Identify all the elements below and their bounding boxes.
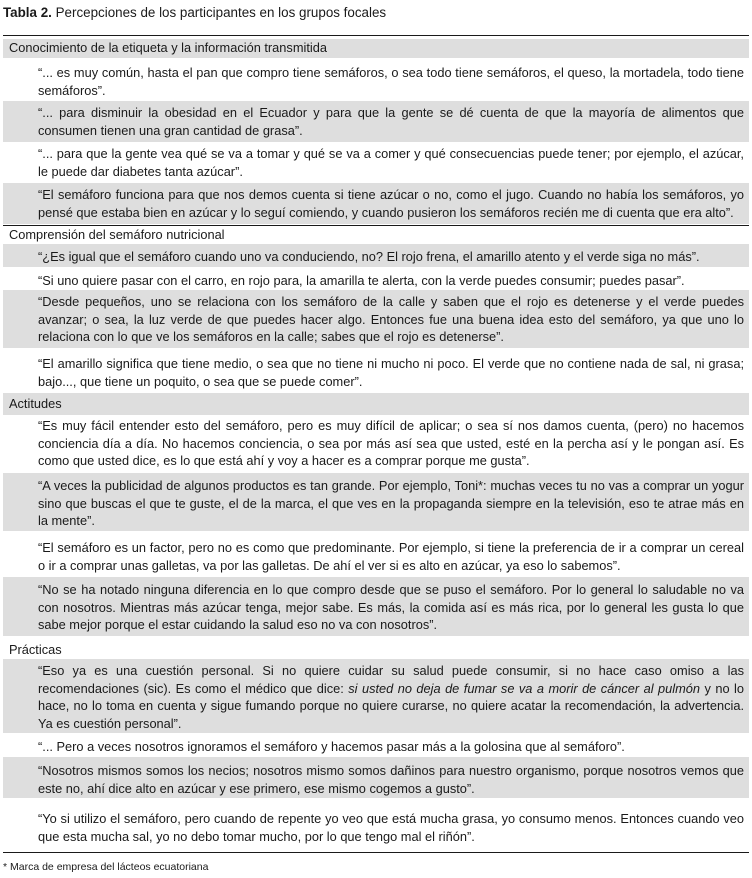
quote: “A veces la publicidad de algunos productos es tan grande. Por ejemplo, Toni*: muchas veces tu no vas a comprar un yogur sino que buscas el que te guste, el de la marca, el que ves en la propaganda siempre en la televisión, eso te atrae más en la mente”. <box>38 478 744 529</box>
table-caption <box>3 5 386 21</box>
quote: “Yo si utilizo el semáforo, pero cuando de repente yo veo que está mucha grasa, yo consumo menos. Entonces cuando veo que esta mucha sal, yo no debo tomar mucho, por lo que tengo mal el riñón”. <box>38 811 744 844</box>
quote: “El amarillo significa que tiene medio, o sea que no tiene ni mucho ni poco. El verde que no contiene nada de sal, ni grasa; bajo..., que tiene un poquito, o sea que se puede comer”. <box>38 356 744 389</box>
quote: “Si uno quiere pasar con el carro, en rojo para, la amarilla te alerta, con la verde puedes consumir; puedes pasar”. <box>38 273 685 288</box>
quote-text: “Eso ya es una cuestión personal. Si no quiere cuidar su salud puede consumir, si no hace caso omiso a las recomendaciones (sic). Es como el médico que dice: <box>38 663 744 696</box>
quote: “No se ha notado ninguna diferencia en lo que compro desde que se puso el semáforo. Por lo general lo saludable no va con nosotros. Mientras más azúcar tenga, mejor sabe. Es más, la comida así es más rica, por lo general les gusta lo que sabe mejor porque el estar cuidando la salud eso no va con nosotros”. <box>38 582 744 633</box>
top-rule <box>3 35 749 36</box>
section-title: Actitudes <box>9 396 62 411</box>
caption-title: Percepciones de los participantes en los grupos focales <box>55 5 387 20</box>
quote: “... para que la gente vea qué se va a tomar y qué se va a comer y qué consecuencias puede tener; por ejemplo, el azúcar, le puede dar diabetes tanta azúcar”. <box>38 146 744 179</box>
quote: “... para disminuir la obesidad en el Ecuador y para que la gente se dé cuenta de que la mayoría de alimentos que consumen tienen una gran cantidad de grasa”. <box>38 105 744 138</box>
bottom-rule <box>3 852 749 853</box>
section-band <box>3 393 749 415</box>
quote: “Nosotros mismos somos los necios; nosotros mismo somos dañinos para nuestro organismo, porque nosotros vemos que este no, ahí dice alto en azúcar y ese primero, ese mismo cogemos a gusto”. <box>38 763 744 796</box>
quote: “¿Es igual que el semáforo cuando uno va conduciendo, no? El rojo frena, el amarillo atento y el verde siga no más”. <box>38 249 700 264</box>
section-title: Comprensión del semáforo nutricional <box>9 227 225 242</box>
quote: “El semáforo es un factor, pero no es como que predominante. Por ejemplo, si tiene la preferencia de ir a comprar un cereal o ir a comprar unas galletas, va por las galletas. De ahí el ver si es alto en azúcar, ya eso lo sabemos”. <box>38 540 744 573</box>
quote: “... Pero a veces nosotros ignoramos el semáforo y hacemos pasar más a la golosina que al semáforo”. <box>38 739 625 754</box>
quote <box>38 662 744 732</box>
quote-italic-text: si usted no deja de fumar se va a morir de cáncer al pulmón <box>348 680 701 696</box>
section-rule <box>3 225 749 226</box>
quote: “... es muy común, hasta el pan que compro tiene semáforos, o sea todo tiene semáforos, el queso, la mortadela, todo tiene semáforos”. <box>38 65 744 98</box>
quote: “Es muy fácil entender esto del semáforo, pero es muy difícil de aplicar; o sea sí nos damos cuenta, (pero) no hacemos conciencia día a día. No hacemos conciencia, o sea por más así sea que usted, esté en la percha así y le pongan así. Es como que usted dice, es lo que está ahí y voy a hacer es a comprar porque me gusta”. <box>38 418 744 469</box>
quote: “El semáforo funciona para que nos demos cuenta si tiene azúcar o no, como el jugo. Cuando no había los semáforos, yo pensé que estaba bien en azúcar y lo seguí comiendo, y cuando pusieron los semáforos recién me di cuenta que era alto”. <box>38 187 744 220</box>
quote-text: y no lo hace, no lo toma en cuenta y sigue fumando porque no quiere curarse, no quiere acatar la recomendación, la advertencia. Ya es cuestión personal”. <box>38 680 745 731</box>
caption-label: Tabla 2. <box>3 5 52 20</box>
footnote: * Marca de empresa del lácteos ecuatoriana <box>3 861 209 873</box>
section-title: Conocimiento de la etiqueta y la información transmitida <box>9 40 327 55</box>
section-title: Prácticas <box>9 642 62 657</box>
quote: “Desde pequeños, uno se relaciona con los semáforo de la calle y saben que el rojo es detenerse y el verde puedes avanzar; o sea, la luz verde de que puedes hacer algo. Entonces fue una buena idea esto del semáforo, ya que uno lo relaciona con lo que ve los semáforos en la calle; sabes que el rojo es detenerse”. <box>38 294 744 345</box>
